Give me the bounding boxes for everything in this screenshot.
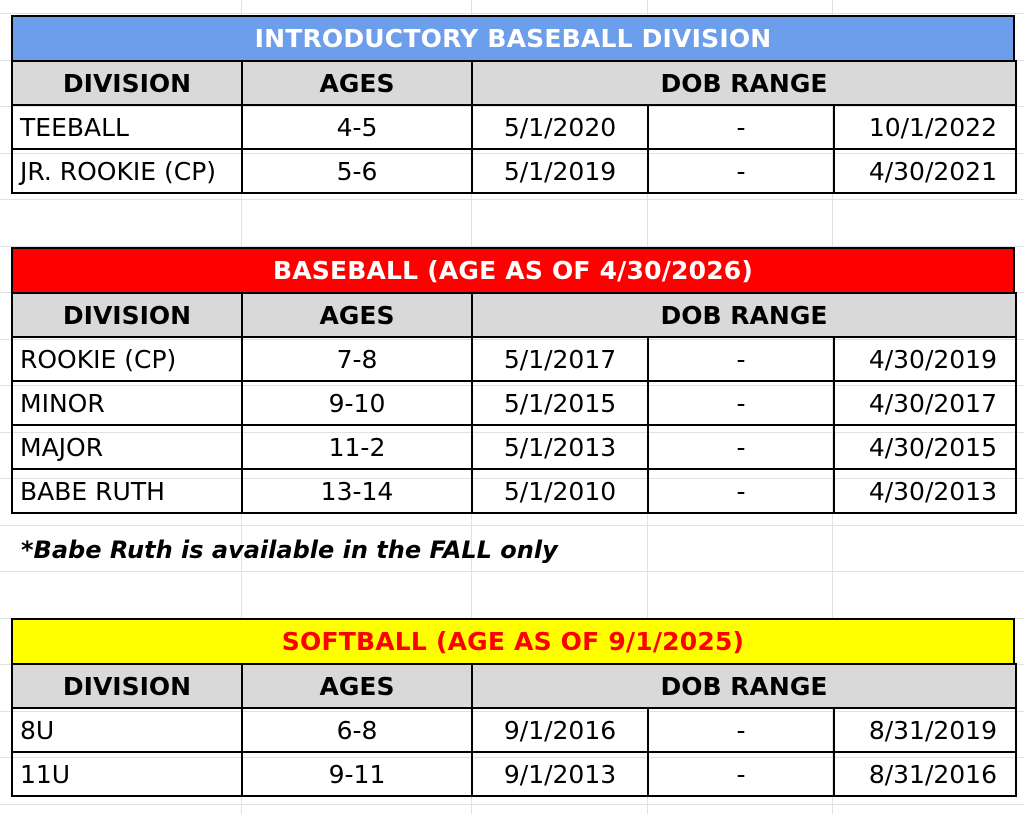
dob-dash-cell: - (648, 708, 834, 752)
table-row (12, 752, 1016, 796)
dob-dash-cell: - (648, 752, 834, 796)
baseball-table (11, 292, 1017, 514)
header-row (12, 664, 1016, 708)
division-cell: ROOKIE (CP) (12, 337, 242, 381)
intro-section (11, 15, 1015, 194)
division-cell: MAJOR (12, 425, 242, 469)
ages-cell: 7-8 (242, 337, 472, 381)
dob-dash-cell: - (648, 105, 834, 149)
ages-cell: 6-8 (242, 708, 472, 752)
dob-to-cell: 4/30/2015 (834, 425, 1016, 469)
table-row (12, 337, 1016, 381)
ages-cell: 13-14 (242, 469, 472, 513)
division-cell: JR. ROOKIE (CP) (12, 149, 242, 193)
babe-ruth-note: *Babe Ruth is available in the FALL only (21, 536, 558, 564)
gridline (0, 525, 1024, 526)
dob-dash-cell: - (648, 425, 834, 469)
division-cell: TEEBALL (12, 105, 242, 149)
dob-range-header: DOB RANGE (472, 293, 1016, 337)
dob-from-cell: 9/1/2013 (472, 752, 648, 796)
division-cell: BABE RUTH (12, 469, 242, 513)
table-row (12, 105, 1016, 149)
ages-cell: 4-5 (242, 105, 472, 149)
ages-header: AGES (242, 664, 472, 708)
softball-title: SOFTBALL (AGE AS OF 9/1/2025) (11, 618, 1015, 663)
division-header: DIVISION (12, 61, 242, 105)
dob-to-cell: 4/30/2017 (834, 381, 1016, 425)
dob-from-cell: 9/1/2016 (472, 708, 648, 752)
dob-to-cell: 4/30/2013 (834, 469, 1016, 513)
dob-from-cell: 5/1/2019 (472, 149, 648, 193)
intro-title: INTRODUCTORY BASEBALL DIVISION (11, 15, 1015, 60)
dob-from-cell: 5/1/2010 (472, 469, 648, 513)
gridline (0, 571, 1024, 572)
table-row (12, 708, 1016, 752)
ages-cell: 5-6 (242, 149, 472, 193)
dob-to-cell: 4/30/2019 (834, 337, 1016, 381)
table-row (12, 425, 1016, 469)
division-header: DIVISION (12, 664, 242, 708)
header-row (12, 293, 1016, 337)
softball-section (11, 618, 1015, 797)
dob-to-cell: 8/31/2019 (834, 708, 1016, 752)
softball-table (11, 663, 1017, 797)
baseball-section (11, 247, 1015, 514)
header-row (12, 61, 1016, 105)
dob-dash-cell: - (648, 337, 834, 381)
dob-from-cell: 5/1/2013 (472, 425, 648, 469)
ages-cell: 9-10 (242, 381, 472, 425)
gridline (0, 13, 1024, 14)
division-cell: 8U (12, 708, 242, 752)
dob-range-header: DOB RANGE (472, 61, 1016, 105)
dob-to-cell: 10/1/2022 (834, 105, 1016, 149)
dob-to-cell: 8/31/2016 (834, 752, 1016, 796)
gridline (0, 804, 1024, 805)
dob-range-header: DOB RANGE (472, 664, 1016, 708)
baseball-title: BASEBALL (AGE AS OF 4/30/2026) (11, 247, 1015, 292)
division-header: DIVISION (12, 293, 242, 337)
ages-cell: 9-11 (242, 752, 472, 796)
ages-cell: 11-2 (242, 425, 472, 469)
division-cell: 11U (12, 752, 242, 796)
gridline (0, 199, 1024, 200)
dob-from-cell: 5/1/2017 (472, 337, 648, 381)
dob-dash-cell: - (648, 381, 834, 425)
dob-dash-cell: - (648, 469, 834, 513)
dob-to-cell: 4/30/2021 (834, 149, 1016, 193)
table-row (12, 149, 1016, 193)
dob-from-cell: 5/1/2015 (472, 381, 648, 425)
dob-from-cell: 5/1/2020 (472, 105, 648, 149)
table-row (12, 469, 1016, 513)
ages-header: AGES (242, 293, 472, 337)
dob-dash-cell: - (648, 149, 834, 193)
division-cell: MINOR (12, 381, 242, 425)
table-row (12, 381, 1016, 425)
intro-table (11, 60, 1017, 194)
ages-header: AGES (242, 61, 472, 105)
